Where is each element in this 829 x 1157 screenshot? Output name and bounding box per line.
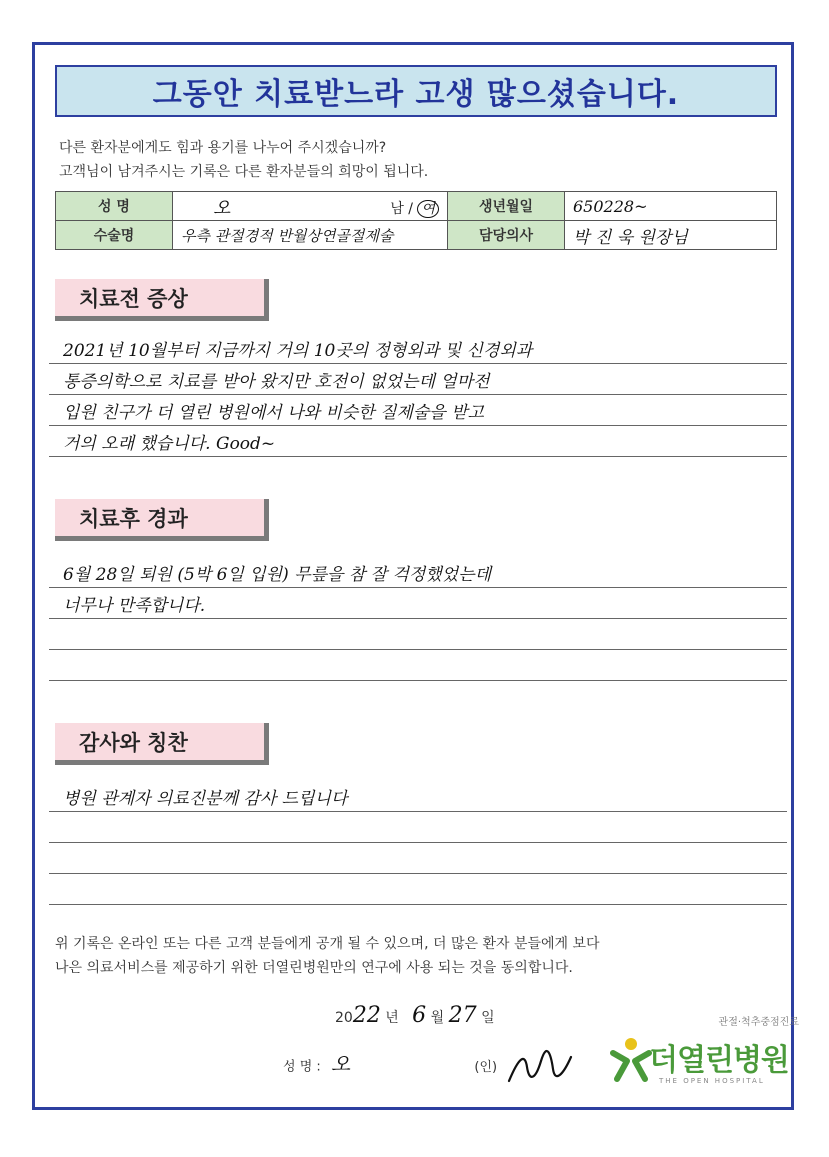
writing-line <box>49 333 787 364</box>
page-title: 그동안 치료받느라 고생 많으셨습니다. <box>152 77 680 112</box>
patient-info-table <box>55 191 777 250</box>
section-lines-thanks <box>49 781 787 905</box>
handwritten-text: 2021년 10월부터 지금까지 거의 10곳의 정형외과 및 신경외과 <box>63 341 533 361</box>
day-unit: 일 <box>481 1010 495 1026</box>
month-unit: 월 <box>430 1010 445 1026</box>
handwritten-text: 입원 친구가 더 열린 병원에서 나와 비슷한 질제술을 받고 <box>63 403 484 423</box>
year-unit: 년 <box>385 1010 399 1026</box>
gender-prefix: 남 / <box>390 201 414 217</box>
writing-line <box>49 588 787 619</box>
writing-line <box>49 843 787 874</box>
surgery-label: 수술명 <box>56 221 173 250</box>
seal-label: (인) <box>474 1059 498 1075</box>
date-field <box>335 1003 495 1028</box>
signature-field <box>283 1047 575 1087</box>
doctor-cell <box>565 221 777 250</box>
writing-line <box>49 812 787 843</box>
birth-cell <box>565 192 777 221</box>
writing-line <box>49 874 787 905</box>
writing-line <box>49 364 787 395</box>
logo-english: THE OPEN HOSPITAL <box>659 1077 765 1085</box>
survey-form <box>32 42 799 1110</box>
year-prefix: 20 <box>335 1010 353 1026</box>
consent-line-1: 위 기록은 온라인 또는 다른 고객 분들에게 공개 될 수 있으며, 더 많은 환자 분들에게 보다 <box>55 936 600 952</box>
writing-line <box>49 426 787 457</box>
hospital-logo-icon <box>609 1035 653 1083</box>
writing-line <box>49 619 787 650</box>
handwritten-text: 너무나 만족합니다. <box>63 596 206 616</box>
writing-line <box>49 395 787 426</box>
doctor-label: 담당의사 <box>448 221 565 250</box>
name-cell <box>173 192 448 221</box>
gender-field <box>390 198 439 218</box>
year-value: 22 <box>352 1003 381 1028</box>
month-value: 6 <box>412 1003 427 1028</box>
writing-line <box>49 557 787 588</box>
day-value: 27 <box>448 1003 477 1028</box>
intro-line-1: 다른 환자분에게도 힘과 용기를 나누어 주시겠습니까? <box>59 140 387 156</box>
surgery-value: 우측 관절경적 반월상연골절제술 <box>181 226 394 245</box>
consent-line-2: 나은 의료서비스를 제공하기 위한 더열린병원만의 연구에 사용 되는 것을 동의합니다. <box>55 960 573 976</box>
handwritten-text: 병원 관계자 의료진분께 감사 드립니다 <box>63 789 348 809</box>
gender-value: 여 <box>417 200 439 218</box>
handwritten-text: 6월 28일 퇴원 (5박 6일 입원) 무릎을 참 잘 걱정했었는데 <box>63 565 491 585</box>
logo-name: 더열린병원 <box>649 1043 789 1078</box>
writing-line <box>49 650 787 681</box>
birth-label: 생년월일 <box>448 192 565 221</box>
surgery-cell <box>173 221 448 250</box>
birth-value: 650228~ <box>573 196 648 216</box>
doctor-value: 박 진 욱 원장님 <box>573 227 688 248</box>
intro-line-2: 고객님이 남겨주시는 기록은 다른 환자분들의 희망이 됩니다. <box>59 164 429 180</box>
handwritten-signature <box>505 1047 575 1087</box>
section-title-after: 치료후 경과 <box>55 499 269 541</box>
handwritten-text: 거의 오래 했습니다. Good~ <box>63 434 276 454</box>
section-lines-after <box>49 557 787 681</box>
hospital-logo <box>609 1013 799 1105</box>
section-title-before: 치료전 증상 <box>55 279 269 321</box>
name-value: 오 <box>213 198 231 219</box>
section-title-thanks: 감사와 칭찬 <box>55 723 269 765</box>
title-banner <box>55 65 777 117</box>
handwritten-text: 통증의학으로 치료를 받아 왔지만 호전이 없었는데 얼마전 <box>63 372 490 392</box>
section-lines-before <box>49 333 787 457</box>
logo-tagline: 관절·척추중점진료 <box>718 1017 799 1028</box>
signature-name-label: 성 명 : <box>283 1059 321 1075</box>
writing-line <box>49 781 787 812</box>
name-label: 성 명 <box>56 192 173 221</box>
signature-name-value: 오 <box>330 1051 351 1076</box>
